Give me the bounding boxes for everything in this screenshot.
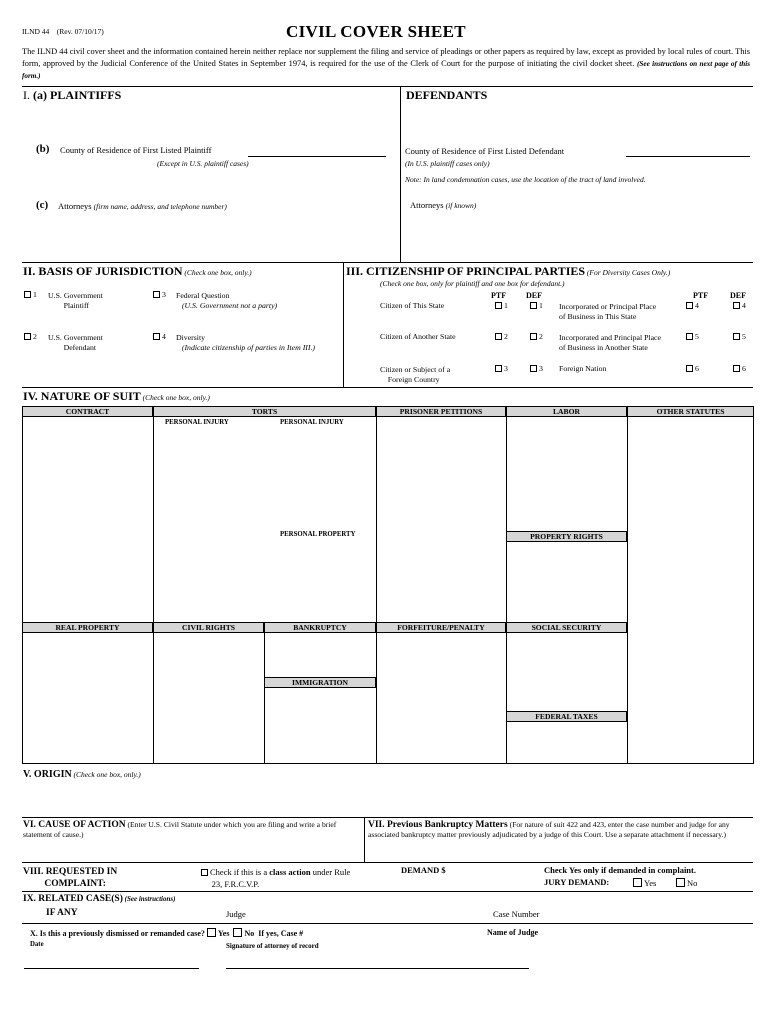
- def-col-1: DEF: [526, 291, 542, 300]
- jury-demand-label: JURY DEMAND:: [544, 877, 610, 887]
- related-heading: IX. RELATED CASE(S) (See instructions): [23, 894, 176, 904]
- incorporated-and-label: Incorporated and Principal Place of Business in Another State: [559, 333, 661, 352]
- jurisdiction-option-4-label: Diversity (Indicate citizenship of parties in Item III.): [176, 333, 316, 352]
- dismissed-yes-checkbox[interactable]: Yes: [207, 929, 230, 938]
- origin-heading: V. ORIGIN (Check one box, only.): [23, 769, 141, 780]
- dismissed-no-checkbox[interactable]: No: [233, 929, 254, 938]
- signature-field[interactable]: [226, 968, 529, 969]
- jurisdiction-option-3-label: Federal Question (U.S. Government not a party): [176, 291, 278, 310]
- jurisdiction-option-1[interactable]: 1: [24, 291, 37, 300]
- real-property-header: REAL PROPERTY: [22, 622, 153, 633]
- intro-text: The ILND 44 civil cover sheet and the information contained herein neither replace nor supplement the filing and service of pleadings or other papers as required by law, except as provided by local rules of court. This form, approved by the Judicial Conference of the United States in September 1974, is required for the use of the Clerk of Court for the purpose of initiating the civil docket sheet. (See instructions on next page of this form.): [22, 47, 750, 80]
- nature-heading: IV. NATURE OF SUIT (Check one box, only.): [23, 389, 210, 403]
- citizen-row-label: Citizen or Subject of a Foreign Country: [380, 365, 451, 384]
- personal-injury-heading-2: PERSONAL INJURY: [280, 419, 344, 426]
- land-note: Note: In land condemnation cases, use the location of the tract of land involved.: [405, 175, 646, 184]
- citizenship-heading: III. CITIZENSHIP OF PRINCIPAL PARTIES (For Diversity Cases Only.): [346, 264, 671, 278]
- signature-label: Signature of attorney of record: [226, 942, 319, 950]
- county-defendant-label: County of Residence of First Listed Defendant: [405, 146, 565, 156]
- requested-heading: VIII. REQUESTED IN COMPLAINT:: [23, 867, 118, 889]
- incorporated-label: Incorporated or Principal Place of Business in This State: [559, 302, 657, 321]
- date-label: Date: [30, 941, 44, 948]
- social-security-header: SOCIAL SECURITY: [506, 622, 627, 633]
- def-col-2: DEF: [730, 291, 746, 300]
- class-action-checkbox[interactable]: Check if this is a class action under Rule 23, F.R.C.V.P.: [201, 866, 350, 890]
- prisoner-header: PRISONER PETITIONS: [376, 406, 506, 417]
- bankruptcy-header: BANKRUPTCY: [264, 622, 376, 633]
- foreign-nation-ptf[interactable]: 6: [686, 365, 699, 374]
- jury-no-checkbox[interactable]: No: [676, 878, 697, 889]
- incorporated-and-def[interactable]: 5: [733, 333, 746, 342]
- jurisdiction-option-1-label: U.S. Government Plaintiff: [48, 291, 103, 310]
- citizen-this-def[interactable]: 1: [530, 302, 543, 311]
- county-plaintiff-label: County of Residence of First Listed Plaintiff: [60, 145, 212, 155]
- jurisdiction-option-4[interactable]: 4: [153, 333, 166, 342]
- jurisdiction-heading: II. BASIS OF JURISDICTION (Check one box, only.): [23, 264, 252, 278]
- jurisdiction-option-3[interactable]: 3: [153, 291, 166, 300]
- dismissed-question: X. Is this a previously dismissed or remanded case? Yes No If yes, Case #: [30, 929, 304, 938]
- incorporated-ptf[interactable]: 4: [686, 302, 699, 311]
- foreign-nation-def[interactable]: 6: [733, 365, 746, 374]
- labor-header: LABOR: [506, 406, 627, 417]
- ptf-col-1: PTF: [491, 291, 507, 300]
- citizen-another-ptf[interactable]: 2: [495, 333, 508, 342]
- page-title: CIVIL COVER SHEET: [286, 22, 466, 41]
- if-any-label: IF ANY: [46, 908, 78, 918]
- previous-bankruptcy: VII. Previous Bankruptcy Matters (For nature of suit 422 and 423, enter the case number and judge for any associated bankruptcy matter previously adjudicated by a judge of this Court. Use a separate attachment if necessary.): [368, 820, 730, 839]
- citizen-row-label: Citizen of Another State: [380, 332, 456, 341]
- demand-label: DEMAND $: [401, 865, 446, 875]
- foreign-nation-label: Foreign Nation: [559, 364, 607, 373]
- form-id: ILND 44 (Rev. 07/10/17): [22, 27, 104, 36]
- c-label: (c): [36, 199, 49, 211]
- defendants-heading: DEFENDANTS: [406, 88, 488, 102]
- civil-rights-header: CIVIL RIGHTS: [153, 622, 264, 633]
- citizenship-sub: (Check one box, only for plaintiff and one box for defendant.): [380, 279, 565, 288]
- attorneys-label: Attorneys (firm name, address, and telephone number): [58, 201, 227, 211]
- county-plaintiff-field[interactable]: [248, 156, 386, 157]
- property-rights-header: PROPERTY RIGHTS: [506, 531, 627, 542]
- personal-injury-heading-1: PERSONAL INJURY: [165, 419, 229, 426]
- except-note: (Except in U.S. plaintiff cases): [157, 159, 249, 168]
- incorporated-and-ptf[interactable]: 5: [686, 333, 699, 342]
- citizen-another-def[interactable]: 2: [530, 333, 543, 342]
- federal-taxes-header: FEDERAL TAXES: [506, 711, 627, 722]
- check-yes-note: Check Yes only if demanded in complaint.: [544, 865, 696, 875]
- jurisdiction-option-2[interactable]: 2: [24, 333, 37, 342]
- plaintiffs-heading: I. (a) PLAINTIFFS: [23, 88, 122, 102]
- personal-property-heading: PERSONAL PROPERTY: [280, 531, 356, 538]
- jurisdiction-option-2-label: U.S. Government Defendant: [48, 333, 103, 352]
- other-statutes-header: OTHER STATUTES: [627, 406, 754, 417]
- b-label: (b): [36, 143, 50, 155]
- jury-yes-checkbox[interactable]: Yes: [633, 878, 656, 889]
- citizen-foreign-ptf[interactable]: 3: [495, 365, 508, 374]
- attorneys-def-label: Attorneys (if known): [410, 200, 477, 210]
- immigration-header: IMMIGRATION: [264, 677, 376, 688]
- case-number-label: Case Number: [493, 909, 540, 919]
- date-field[interactable]: [24, 968, 199, 969]
- county-defendant-field[interactable]: [626, 156, 750, 157]
- contract-header: CONTRACT: [22, 406, 153, 417]
- citizen-this-ptf[interactable]: 1: [495, 302, 508, 311]
- torts-header: TORTS: [153, 406, 376, 417]
- ptf-col-2: PTF: [693, 291, 709, 300]
- incorporated-def[interactable]: 4: [733, 302, 746, 311]
- in-us-note: (In U.S. plaintiff cases only): [405, 159, 490, 168]
- cause-of-action: VI. CAUSE OF ACTION (Enter U.S. Civil Statute under which you are filing and write a brief statement of cause.): [23, 820, 337, 839]
- forfeiture-header: FORFEITURE/PENALTY: [376, 622, 506, 633]
- citizen-foreign-def[interactable]: 3: [530, 365, 543, 374]
- judge-label: Judge: [226, 909, 246, 919]
- name-of-judge-label: Name of Judge: [487, 928, 539, 937]
- citizen-row-label: Citizen of This State: [380, 301, 445, 310]
